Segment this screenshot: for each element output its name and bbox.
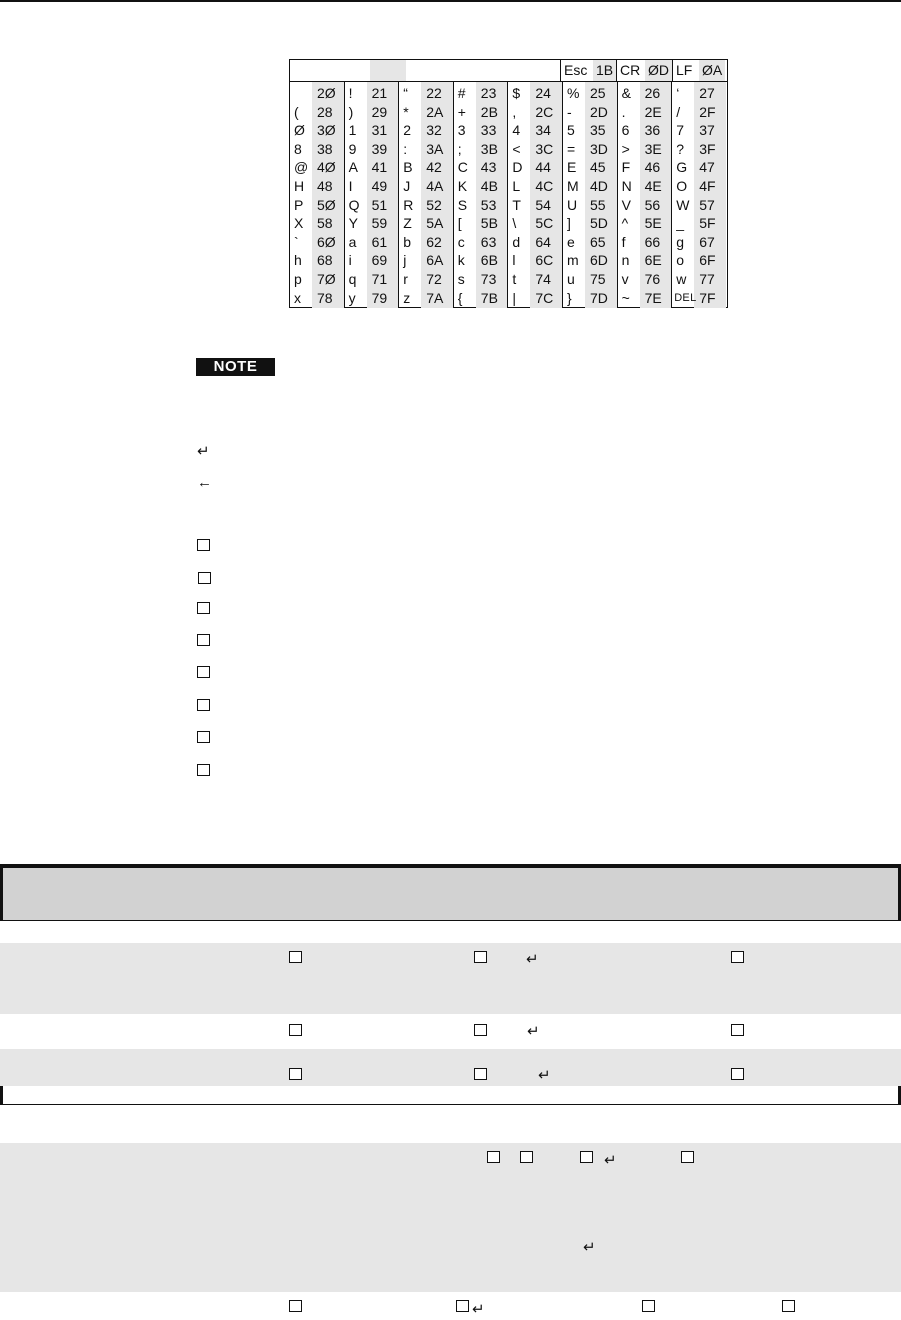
ascii-char: ? bbox=[676, 140, 684, 157]
hex-code: 23 bbox=[480, 85, 497, 101]
ascii-char: 1 bbox=[348, 122, 357, 139]
hex-code: 38 bbox=[317, 140, 333, 157]
hex-code: 3A bbox=[426, 140, 444, 157]
ascii-char: | bbox=[512, 289, 517, 306]
ascii-char: # bbox=[457, 85, 466, 101]
hex-code: 69 bbox=[371, 252, 388, 269]
ascii-char: } bbox=[567, 289, 572, 306]
hex-code: 34 bbox=[535, 122, 551, 139]
ascii-char: ! bbox=[348, 85, 353, 101]
left-arrow-icon: ← bbox=[197, 474, 212, 491]
ascii-char: ; bbox=[457, 140, 462, 157]
hex-code: 73 bbox=[480, 271, 497, 287]
hex-code: 51 bbox=[371, 196, 388, 213]
hex-code: 35 bbox=[590, 122, 606, 139]
ascii-char: t bbox=[512, 271, 517, 287]
ascii-char: / bbox=[676, 103, 681, 120]
hex-code: 77 bbox=[699, 271, 715, 287]
hex-code: 65 bbox=[590, 233, 606, 250]
ascii-char: j bbox=[403, 252, 407, 269]
hex-code: 4F bbox=[699, 178, 716, 194]
hex-code: 6Ø bbox=[317, 233, 336, 250]
control-hex: 1B bbox=[593, 60, 616, 81]
hex-code: 3E bbox=[644, 140, 662, 157]
ascii-char: ` bbox=[294, 233, 299, 250]
ascii-grid bbox=[290, 82, 727, 308]
hex-code: 5A bbox=[426, 215, 444, 232]
table-row bbox=[0, 1143, 901, 1292]
square-icon bbox=[782, 1300, 795, 1312]
ascii-char: 9 bbox=[348, 140, 357, 157]
ascii-char: m bbox=[567, 252, 579, 269]
hex-code: 2A bbox=[426, 103, 444, 120]
hex-code: 74 bbox=[535, 271, 551, 287]
hex-code: 2F bbox=[699, 103, 716, 120]
ascii-char: , bbox=[512, 103, 517, 120]
hex-code: 33 bbox=[480, 122, 497, 139]
column-separator bbox=[344, 82, 345, 308]
ascii-char: e bbox=[567, 233, 575, 250]
ascii-char: S bbox=[457, 196, 468, 213]
hex-code: 45 bbox=[590, 159, 606, 176]
return-arrow-icon: ↵ bbox=[583, 1239, 596, 1256]
header-shade bbox=[370, 60, 406, 81]
ascii-char: B bbox=[403, 159, 413, 176]
ascii-char: 2 bbox=[403, 122, 411, 139]
command-table bbox=[0, 864, 901, 1320]
hex-code: 58 bbox=[317, 215, 333, 232]
square-icon bbox=[731, 1068, 744, 1080]
square-icon bbox=[289, 1068, 302, 1080]
square-icon bbox=[580, 1151, 593, 1163]
return-arrow-icon: ↵ bbox=[472, 1301, 485, 1318]
ascii-char: 8 bbox=[294, 140, 302, 157]
ascii-char: U bbox=[567, 196, 578, 213]
control-char: LF bbox=[676, 62, 693, 78]
section-row bbox=[0, 1105, 901, 1143]
hex-code: 4C bbox=[535, 178, 554, 194]
hex-code: 4D bbox=[590, 178, 608, 194]
hex-code: 28 bbox=[317, 103, 333, 120]
ascii-char: ‘ bbox=[676, 85, 680, 101]
ascii-char: 6 bbox=[621, 122, 630, 139]
hex-code: 7F bbox=[699, 289, 716, 306]
ascii-char: DEL bbox=[674, 291, 697, 304]
hex-code: 6B bbox=[480, 252, 498, 269]
square-icon bbox=[197, 539, 210, 551]
hex-code: 64 bbox=[535, 233, 551, 250]
return-arrow-icon: ↵ bbox=[197, 443, 210, 460]
hex-code: 3Ø bbox=[317, 122, 336, 139]
hex-code: 5E bbox=[644, 215, 662, 232]
ascii-char: o bbox=[676, 252, 684, 269]
control-hex: ØD bbox=[645, 60, 672, 81]
ascii-char: I bbox=[348, 178, 353, 194]
square-icon bbox=[197, 699, 210, 711]
hex-code: 5C bbox=[535, 215, 554, 232]
ascii-table-header bbox=[290, 60, 727, 82]
return-arrow-icon: ↵ bbox=[604, 1152, 617, 1169]
square-icon bbox=[474, 951, 487, 963]
ascii-char: G bbox=[676, 159, 688, 176]
hex-code: 61 bbox=[371, 233, 388, 250]
square-icon bbox=[289, 1024, 302, 1036]
hex-code: 26 bbox=[644, 85, 661, 101]
ascii-char: E bbox=[567, 159, 577, 176]
hex-code: 6D bbox=[590, 252, 608, 269]
ascii-char: p bbox=[294, 271, 302, 287]
ascii-char: w bbox=[676, 271, 687, 287]
square-icon bbox=[197, 602, 210, 614]
hex-code: 56 bbox=[644, 196, 661, 213]
hex-code: 67 bbox=[699, 233, 715, 250]
column-separator bbox=[398, 82, 399, 308]
ascii-char: Z bbox=[403, 215, 412, 232]
ascii-char: $ bbox=[512, 85, 521, 101]
control-code-lf bbox=[673, 60, 727, 81]
ascii-char: Ø bbox=[294, 122, 305, 139]
hex-code: 53 bbox=[480, 196, 497, 213]
hex-code: 76 bbox=[644, 271, 661, 287]
column-separator bbox=[617, 82, 618, 308]
ascii-char: n bbox=[621, 252, 630, 269]
ascii-char: 5 bbox=[567, 122, 575, 139]
ascii-char: . bbox=[621, 103, 626, 120]
ascii-char: “ bbox=[403, 85, 408, 101]
ascii-char: P bbox=[294, 196, 304, 213]
square-icon bbox=[197, 764, 210, 776]
ascii-char: k bbox=[457, 252, 465, 269]
ascii-char: v bbox=[621, 271, 629, 287]
square-icon bbox=[731, 1024, 744, 1036]
ascii-hex-table bbox=[289, 59, 728, 308]
return-arrow-icon: ↵ bbox=[538, 1067, 551, 1084]
ascii-char: F bbox=[621, 159, 631, 176]
ascii-char: N bbox=[621, 178, 632, 194]
square-icon bbox=[520, 1151, 533, 1163]
hex-code: 72 bbox=[426, 271, 442, 287]
hex-code: 31 bbox=[371, 122, 388, 139]
ascii-char: z bbox=[403, 289, 411, 306]
hex-code: 37 bbox=[699, 122, 715, 139]
ascii-char: d bbox=[512, 233, 521, 250]
ascii-char: 3 bbox=[457, 122, 466, 139]
ascii-char: & bbox=[621, 85, 631, 101]
ascii-char: + bbox=[457, 103, 466, 120]
hex-code: 44 bbox=[535, 159, 551, 176]
ascii-char: c bbox=[457, 233, 465, 250]
column-separator bbox=[453, 82, 454, 308]
ascii-char: _ bbox=[676, 215, 684, 232]
hex-code: 5D bbox=[590, 215, 608, 232]
control-code-esc bbox=[561, 60, 616, 81]
control-char: CR bbox=[620, 62, 641, 78]
hex-code: 3B bbox=[480, 140, 498, 157]
ascii-char: Q bbox=[348, 196, 360, 213]
table-row bbox=[0, 1292, 901, 1320]
ascii-char: r bbox=[403, 271, 408, 287]
hex-code: 22 bbox=[426, 85, 442, 101]
hex-code: 3F bbox=[699, 140, 716, 157]
hex-code: 5B bbox=[480, 215, 498, 232]
ascii-char: @ bbox=[294, 159, 309, 176]
hex-code: 62 bbox=[426, 233, 442, 250]
ascii-char: H bbox=[294, 178, 305, 194]
hex-code: 24 bbox=[535, 85, 551, 101]
hex-code: 5F bbox=[699, 215, 716, 232]
hex-code: 78 bbox=[317, 289, 333, 306]
ascii-char: - bbox=[567, 103, 572, 120]
square-icon bbox=[197, 731, 210, 743]
hex-code: 36 bbox=[644, 122, 661, 139]
hex-code: 25 bbox=[590, 85, 606, 101]
ascii-char: A bbox=[348, 159, 358, 176]
ascii-char: i bbox=[348, 252, 352, 269]
ascii-char: h bbox=[294, 252, 302, 269]
hex-code: 42 bbox=[426, 159, 442, 176]
ascii-char: % bbox=[567, 85, 580, 101]
square-icon bbox=[456, 1300, 469, 1312]
hex-code: 3C bbox=[535, 140, 554, 157]
ascii-char: M bbox=[567, 178, 579, 194]
square-icon bbox=[474, 1068, 487, 1080]
square-icon bbox=[731, 951, 744, 963]
hex-code: 59 bbox=[371, 215, 388, 232]
return-arrow-icon: ↵ bbox=[527, 1023, 540, 1040]
ascii-char: ~ bbox=[621, 289, 630, 306]
hex-code: 2E bbox=[644, 103, 662, 120]
hex-code: 7D bbox=[590, 289, 608, 306]
ascii-char: u bbox=[567, 271, 575, 287]
hex-code: 3D bbox=[590, 140, 608, 157]
hex-code: 4A bbox=[426, 178, 444, 194]
square-icon bbox=[289, 951, 302, 963]
ascii-char: L bbox=[512, 178, 521, 194]
section-row bbox=[0, 921, 901, 943]
hex-code: 75 bbox=[590, 271, 606, 287]
ascii-char: O bbox=[676, 178, 688, 194]
ascii-char: K bbox=[457, 178, 468, 194]
ascii-char: : bbox=[403, 140, 408, 157]
ascii-char: = bbox=[567, 140, 576, 157]
ascii-char: l bbox=[512, 252, 516, 269]
hex-code: 7Ø bbox=[317, 271, 336, 287]
table-row bbox=[0, 1014, 901, 1049]
square-icon bbox=[642, 1300, 655, 1312]
ascii-char: ( bbox=[294, 103, 299, 120]
hex-code: 54 bbox=[535, 196, 551, 213]
control-char: Esc bbox=[564, 62, 588, 78]
column-separator bbox=[671, 82, 672, 308]
hex-code: 41 bbox=[371, 159, 388, 176]
note-badge: NOTE bbox=[196, 358, 275, 376]
hex-code: 4B bbox=[480, 178, 498, 194]
hex-code: 2D bbox=[590, 103, 608, 120]
hex-code: 68 bbox=[317, 252, 333, 269]
ascii-char: V bbox=[621, 196, 631, 213]
hex-code: 48 bbox=[317, 178, 333, 194]
hex-code: 4E bbox=[644, 178, 662, 194]
hex-code: 79 bbox=[371, 289, 388, 306]
ascii-char: y bbox=[348, 289, 356, 306]
ascii-char: b bbox=[403, 233, 411, 250]
ascii-char: ) bbox=[348, 103, 354, 120]
hex-code: 47 bbox=[699, 159, 715, 176]
hex-code: 2Ø bbox=[317, 85, 336, 101]
ascii-char: q bbox=[348, 271, 357, 287]
ascii-char: T bbox=[512, 196, 521, 213]
hex-code: 29 bbox=[371, 103, 388, 120]
hex-code: 39 bbox=[371, 140, 388, 157]
hex-code: 5Ø bbox=[317, 196, 336, 213]
top-rule bbox=[0, 0, 901, 2]
header-blank bbox=[290, 60, 561, 81]
hex-code: 6C bbox=[535, 252, 554, 269]
hex-code: 63 bbox=[480, 233, 497, 250]
hex-code: 32 bbox=[426, 122, 442, 139]
ascii-char: ] bbox=[567, 215, 571, 232]
ascii-char: g bbox=[676, 233, 684, 250]
ascii-char: [ bbox=[457, 215, 462, 232]
hex-code: 2C bbox=[535, 103, 554, 120]
ascii-char: < bbox=[512, 140, 521, 157]
square-icon bbox=[289, 1300, 302, 1312]
hex-code: 21 bbox=[371, 85, 388, 101]
square-icon bbox=[474, 1024, 487, 1036]
ascii-char: W bbox=[676, 196, 690, 213]
ascii-char: a bbox=[348, 233, 357, 250]
square-icon bbox=[487, 1151, 500, 1163]
hex-code: 66 bbox=[644, 233, 661, 250]
square-icon bbox=[197, 666, 210, 678]
table-row bbox=[0, 1049, 901, 1086]
hex-code: 6F bbox=[699, 252, 716, 269]
column-separator bbox=[562, 82, 563, 308]
ascii-char: f bbox=[621, 233, 626, 250]
hex-code: 7A bbox=[426, 289, 444, 306]
control-hex: ØA bbox=[699, 60, 725, 81]
square-icon bbox=[198, 572, 211, 584]
ascii-char: * bbox=[403, 103, 409, 120]
hex-code: 46 bbox=[644, 159, 661, 176]
ascii-char: \ bbox=[512, 215, 517, 232]
hex-code: 6E bbox=[644, 252, 662, 269]
ascii-char: D bbox=[512, 159, 523, 176]
hex-code: 27 bbox=[699, 85, 715, 101]
ascii-char: s bbox=[457, 271, 465, 287]
hex-code: 7B bbox=[480, 289, 498, 306]
column-separator bbox=[507, 82, 508, 308]
ascii-char: 7 bbox=[676, 122, 684, 139]
ascii-char: > bbox=[621, 140, 630, 157]
ascii-char: X bbox=[294, 215, 304, 232]
hex-code: 7C bbox=[535, 289, 554, 306]
hex-code: 57 bbox=[699, 196, 715, 213]
hex-code: 55 bbox=[590, 196, 606, 213]
hex-code: 6A bbox=[426, 252, 444, 269]
square-icon bbox=[197, 634, 210, 646]
ascii-char: x bbox=[294, 289, 301, 306]
hex-code: 52 bbox=[426, 196, 442, 213]
table-header bbox=[0, 868, 901, 920]
ascii-char: { bbox=[457, 289, 463, 306]
hex-code: 7E bbox=[644, 289, 662, 306]
hex-code: 49 bbox=[371, 178, 388, 194]
ascii-char: R bbox=[403, 196, 414, 213]
ascii-char: ^ bbox=[621, 215, 629, 232]
ascii-char: Y bbox=[348, 215, 358, 232]
hex-code: 71 bbox=[371, 271, 388, 287]
square-icon bbox=[681, 1151, 694, 1163]
ascii-char: J bbox=[403, 178, 411, 194]
return-arrow-icon: ↵ bbox=[526, 951, 539, 968]
hex-code: 43 bbox=[480, 159, 497, 176]
control-code-cr bbox=[617, 60, 672, 81]
table-row bbox=[0, 943, 901, 1014]
hex-code: 4Ø bbox=[317, 159, 336, 176]
ascii-char: C bbox=[457, 159, 468, 176]
hex-code: 2B bbox=[480, 103, 498, 120]
ascii-char: 4 bbox=[512, 122, 521, 139]
